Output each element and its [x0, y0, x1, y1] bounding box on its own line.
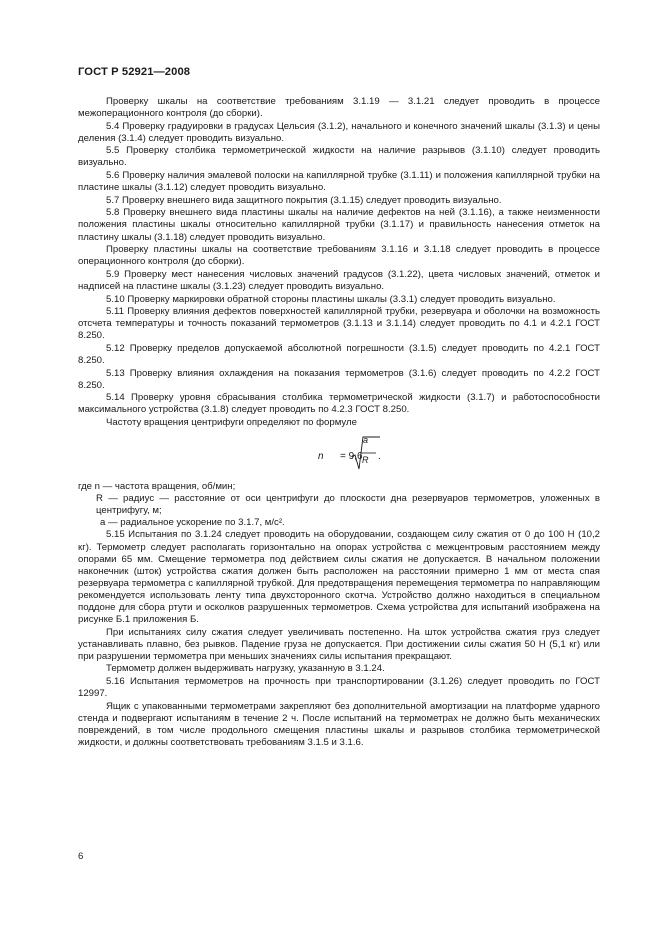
paragraph: 5.4 Проверку градуировки в градусах Цельсия (3.1.2), начального и конечного значений шкалы (3.1.3) и цены деления (3.1.4) следует проводить визуально. — [78, 120, 600, 144]
formula-coefficient: = 9,6 — [340, 451, 363, 463]
paragraph: 5.5 Проверку столбика термометрической жидкости на наличие разрывов (3.1.10) следует проводить визуально. — [78, 145, 600, 169]
paragraph: 5.6 Проверку наличия эмалевой полоски на капиллярной трубке (3.1.11) и положения капиллярной трубки на пластине шкалы (3.1.12) следует проводить визуально. — [78, 170, 600, 194]
paragraph: Проверку шкалы на соответствие требованиям 3.1.19 — 3.1.21 следует проводить в процессе межоперационного контроля (до сборки). — [78, 96, 600, 120]
formula-numerator: a — [363, 435, 369, 446]
formula-denominator: R — [362, 455, 369, 466]
page-number: 6 — [78, 851, 84, 862]
paragraph: 5.13 Проверку влияния охлаждения на показания термометров (3.1.6) следует проводить по 4.2.2 ГОСТ 8.250. — [78, 367, 600, 391]
paragraph: Частоту вращения центрифуги определяют по формуле — [106, 416, 357, 428]
definition-a: a — радиальное ускорение по 3.1.7, м/с². — [100, 517, 285, 529]
paragraph: При испытаниях силу сжатия следует увеличивать постепенно. На шток устройства сжатия груз следует устанавливать плавно, без рывков. Падение груза не допускается. При достижении силы сжатия 50 Н (5,1 кг) или при разрушении термометра при меньших значениях силы испытания прекращают. — [78, 626, 600, 662]
paragraph: 5.9 Проверку мест нанесения числовых значений градусов (3.1.22), цвета числовых значений, отметок и надписей на пластине шкалы (3.1.23) следует проводить визуально. — [78, 268, 600, 292]
document-body — [78, 96, 600, 750]
formula-end: . — [378, 451, 381, 463]
paragraph: 5.10 Проверку маркировки обратной стороны пластины шкалы (3.3.1) следует проводить визуально. — [106, 293, 556, 305]
formula-lhs: n — [318, 451, 324, 463]
paragraph: 5.8 Проверку внешнего вида пластины шкалы на наличие дефектов на ней (3.1.16), а также неизменности положения пластины шкалы относительно капиллярной трубки (3.1.17) и правильность нанесения отметок на пластину шкалы (3.1.18) следует проводить визуально. — [78, 207, 600, 243]
centrifuge-formula — [78, 433, 600, 479]
paragraph: 5.16 Испытания термометров на прочность при транспортировании (3.1.26) следует проводить по ГОСТ 12997. — [78, 676, 600, 700]
document-header: ГОСТ Р 52921—2008 — [78, 66, 191, 78]
paragraph: 5.12 Проверку пределов допускаемой абсолютной погрешности (3.1.5) следует проводить по 4.2.1 ГОСТ 8.250. — [78, 342, 600, 366]
paragraph: 5.11 Проверку влияния дефектов поверхностей капиллярной трубки, резервуара и оболочки на возможность отсчета температуры и точность показаний термометров (3.1.13 и 3.1.14) следует проводить по 4.1 и 4.2.1 ГОСТ 8.250. — [78, 306, 600, 342]
paragraph: 5.14 Проверку уровня сбрасывания столбика термометрической жидкости (3.1.7) и работоспособности максимального устройства (3.1.8) следует проводить по 4.2.3 ГОСТ 8.250. — [78, 392, 600, 416]
paragraph: 5.7 Проверку внешнего вида защитного покрытия (3.1.15) следует проводить визуально. — [106, 194, 502, 206]
paragraph: 5.15 Испытания по 3.1.24 следует проводить на оборудовании, создающем силу сжатия от 0 до 100 Н (10,2 кг). Термометр следует располагать горизонтально на опорах устройства с межцентровым расстоянием между опорами 65 мм. Смещение термометра под действием силы сжатия не допускается. В начальном положении наконечник (шток) устройства сжатия должен быть расположен на расстоянии примерно 1 мм от места спая резервуара термометра с капиллярной трубкой. Для предотвращения перемещения термометра по направляющим рекомендуется использовать ленту типа двухсторонного скотча. Устройство должно находиться в специальном поддоне для сбора ртути и осколков разрушенных термометров. Схема устройства для испытаний изображена на рисунке Б.1 приложения Б. — [78, 529, 600, 626]
paragraph: Термометр должен выдерживать нагрузку, указанную в 3.1.24. — [106, 663, 385, 675]
definition-r: R — радиус — расстояние от оси центрифуги до плоскости дна резервуаров термометров, уложенных в центрифугу, м; — [96, 493, 600, 517]
paragraph: Ящик с упакованными термометрами закрепляют без дополнительной амортизации на платформе ударного стенда и подвергают испытаниям в течение 2 ч. После испытаний на термометрах не должно быть механических повреждений, в том числе продольного смещения пластины шкалы и разрывов столбика термометрической жидкости, и должны соответствовать требованиям 3.1.5 и 3.1.6. — [78, 700, 600, 748]
definition-n: где n — частота вращения, об/мин; — [78, 481, 236, 493]
paragraph: Проверку пластины шкалы на соответствие требованиям 3.1.16 и 3.1.18 следует проводить в процессе операционного контроля (до сборки). — [78, 244, 600, 268]
